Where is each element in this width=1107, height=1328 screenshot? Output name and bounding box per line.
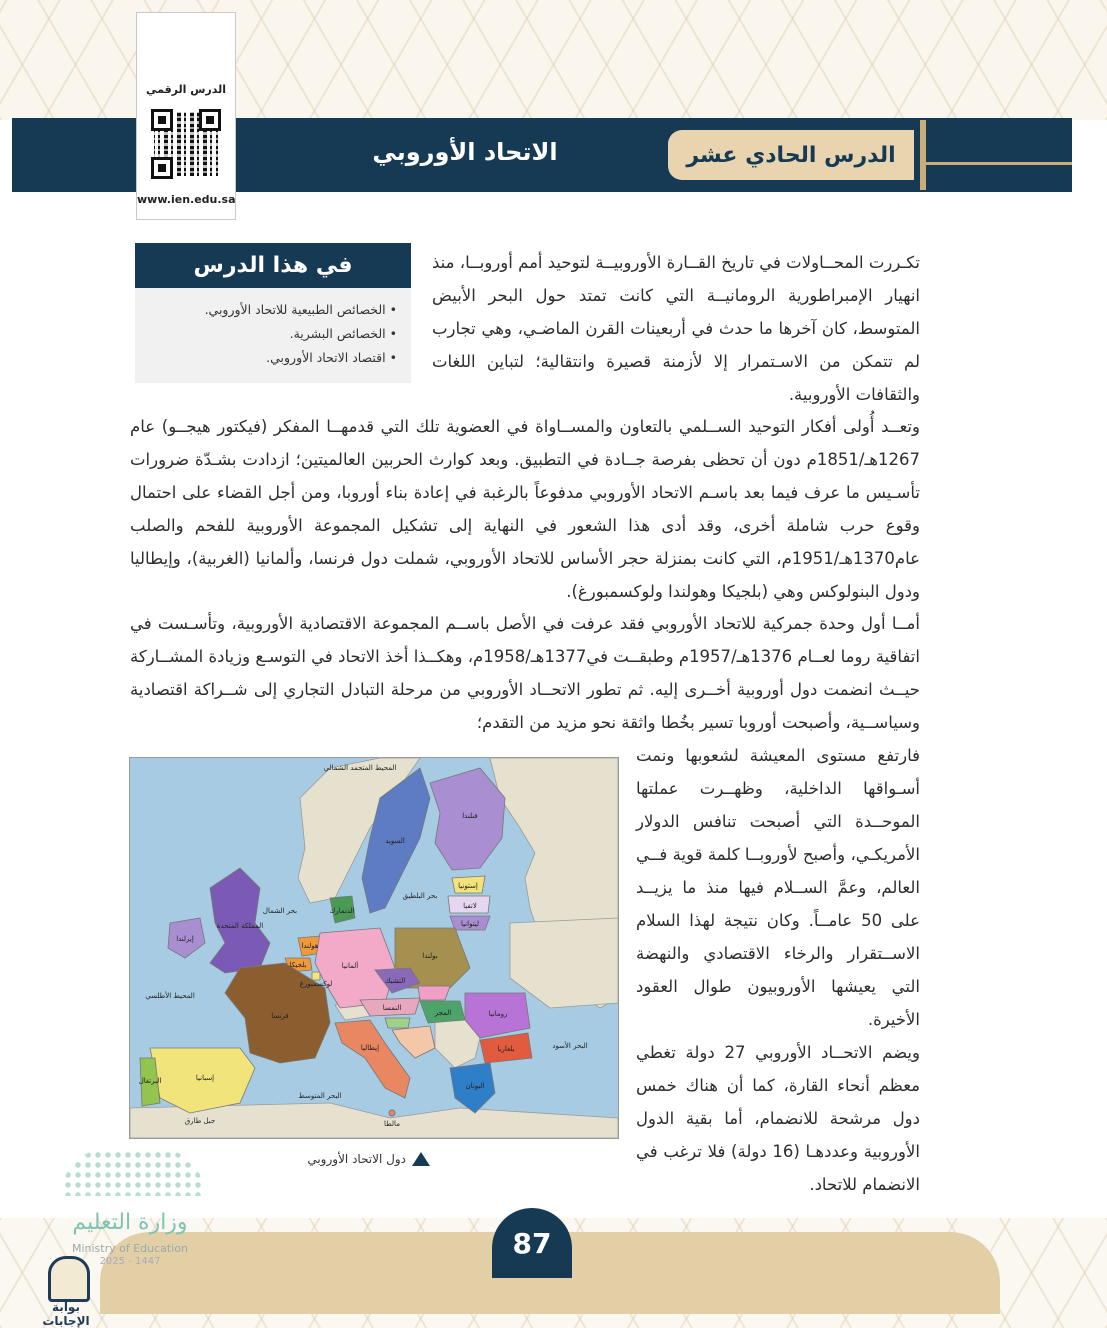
map-caption-text: دول الاتحاد الأوروبي bbox=[307, 1152, 406, 1166]
map-caption bbox=[280, 1152, 430, 1166]
map-label: إستونيا bbox=[458, 882, 478, 890]
digital-lesson-label: الدرس الرقمي bbox=[145, 83, 227, 96]
lesson-number: الدرس الحادي عشر bbox=[668, 130, 914, 180]
triangle-icon bbox=[412, 1152, 430, 1166]
map-label: فرنسا bbox=[271, 1012, 289, 1020]
list-item: • الخصائص البشرية. bbox=[143, 322, 397, 346]
map-label: فنلندا bbox=[462, 812, 478, 820]
digital-lesson-card[interactable] bbox=[136, 12, 236, 220]
paragraph-prosperity: فارتفع مستوى المعيشة لشعوبها ونمت أسـواقها الداخلية، وظهــرت عملتها الموحــدة التي أصبحت تنافس الدولار الأمريكـي، وأصبح لأوروبــا كلمة قوية فــي العالم، وعمَّ الســلام فيها منذ ما يزيــد على 50 عامــاً. وكان نتيجة لهذا السلام الاســتقرار والرخاء الاقتصادي والنهضة التي يعيشها الأوروبيون طوال العقود الأخيرة. bbox=[636, 746, 920, 1029]
eu-map bbox=[129, 757, 619, 1139]
map-label: إيطاليا bbox=[360, 1044, 380, 1052]
ministry-year: 2025 - 1447 bbox=[99, 1256, 161, 1267]
map-label: التشيك bbox=[384, 977, 406, 985]
in-this-lesson-list bbox=[143, 298, 397, 370]
paragraph-members: ويضم الاتحــاد الأوروبي 27 دولة تغطي معظم أنحاء القارة، كما أن هناك خمس دول مرشحة للانضمام، أما بقية الدول الأوروبية وعددهـا (16 دولة) فلا ترغب في الانضمام للاتحاد. bbox=[636, 1043, 920, 1194]
map-malta bbox=[389, 1110, 395, 1116]
map-label: المحيط الأطلسي bbox=[145, 992, 195, 1000]
page-number: 87 bbox=[492, 1208, 572, 1278]
portal-logo[interactable] bbox=[28, 1256, 104, 1328]
portal-dome-icon bbox=[48, 1256, 90, 1302]
map-label: رومانيا bbox=[488, 1010, 508, 1018]
digital-lesson-url[interactable]: www.ien.edu.sa bbox=[137, 193, 236, 206]
in-this-lesson-box bbox=[135, 243, 411, 383]
list-item: • الخصائص الطبيعية للاتحاد الأوروبي. bbox=[143, 298, 397, 322]
map-label: إسبانيا bbox=[195, 1074, 215, 1082]
map-label: بولندا bbox=[422, 952, 438, 960]
ministry-logo-icon bbox=[63, 1150, 203, 1196]
paragraph-customs-union: أمــا أول وحدة جمركية للاتحاد الأوروبي فقد عرفت في الأصل باســم المجموعة الاقتصادية الأوروبية، وتأسـست في اتفاقية روما لعــام 1376هـ/1957م وطبقــت في1377هـ/1958م، وهكــذا أخذ الاتحاد في التوسـع وزيادة المشــاركة حيــث انضمت دول أوروبية أخــرى إليه. ثم تطور الاتحــاد الأوروبي من مرحلة التبادل التجاري إلى شــراكة اقتصادية وسياســية، وأصبحت أوروبا تسير بخُطا واثقة نحو مزيد من التقدم؛ bbox=[130, 614, 920, 732]
list-item: • اقتصاد الاتحاد الأوروبي. bbox=[143, 346, 397, 370]
portal-name: بوابة الإجابات bbox=[42, 1300, 90, 1328]
paragraph-intro: تكـررت المحــاولات في تاريخ القــارة الأوروبيــة لتوحيد أمم أوروبــا، منذ انهيار الإمبراطورية الرومانيــة التي كانت تمتد حول البحر الأبيض المتوسط، كان آخرها ما حدث في أربعينات القرن الماضـي، وهي تجارب لم تتمكن من الاسـتمرار إلا لأزمنة قصيرة وانتقالية؛ لتباين اللغات والثقافات الأوروبية. bbox=[432, 253, 920, 404]
map-label: المملكة المتحدة bbox=[216, 922, 264, 930]
map-label: اليونان bbox=[465, 1082, 485, 1090]
ministry-logo bbox=[55, 1150, 205, 1270]
map-label: بلغاريا bbox=[497, 1045, 515, 1053]
in-this-lesson-title: في هذا الدرس bbox=[135, 243, 411, 288]
map-label: النمسا bbox=[382, 1004, 402, 1012]
map-label: ليتوانيا bbox=[460, 920, 480, 928]
map-label: المجر bbox=[434, 1009, 452, 1017]
map-label: البرتغال bbox=[138, 1077, 162, 1085]
map-label: الدنمارك bbox=[329, 907, 355, 915]
map-label: بحر البلطيق bbox=[402, 892, 438, 900]
map-label: ألمانيا bbox=[341, 962, 359, 970]
map-luxembourg bbox=[312, 972, 320, 980]
map-label: بحر الشمال bbox=[262, 907, 298, 915]
map-label: مالطا bbox=[384, 1120, 400, 1128]
ministry-name-en: Ministry of Education bbox=[71, 1242, 188, 1255]
map-label: السويد bbox=[385, 837, 405, 845]
map-label: هولندا bbox=[301, 942, 319, 950]
lesson-title: الاتحاد الأوروبي bbox=[372, 138, 558, 166]
map-label: جبل طارق bbox=[184, 1117, 216, 1125]
paragraph-history: وتعــد أُولى أفكار التوحيد الســلمي بالتعاون والمســاواة في العضوية تلك التي قدمهــا المفكر (فيكتور هيجــو) عام 1267هـ/1851م دون أن تحظى بفرصة جــادة في التطبيق. وبعد كوارث الحربين العالميتين؛ ازدادت بشـدّة ضرورات تأسـيس ما عرف فيما بعد باسـم الاتحاد الأوروبي مدفوعاً بالرغبة في إعادة بناء أوروبا، ومن أجل القضاء على احتمال وقوع حرب شاملة أخرى، وقد أدى هذا الشعور في النهاية إلى تشكيل المجموعة الأوروبية للفحم والصلب عام1370هـ/1951م، التي كانت بمنزلة حجر الأساس للاتحاد الأوروبي، شملت دول فرنسا، وألمانيا (الغربية)، وإيطاليا ودول البنولوكس وهي (بلجيكا وهولندا ولوكسمبورغ). bbox=[130, 417, 920, 601]
map-label: البحر الأسود bbox=[552, 1042, 588, 1050]
qr-code-icon[interactable] bbox=[151, 109, 221, 179]
map-label: بلجيكا bbox=[289, 961, 307, 969]
header-gold-line bbox=[922, 162, 1072, 165]
map-slovakia bbox=[418, 986, 450, 1000]
map-label: البحر المتوسط bbox=[298, 1092, 342, 1100]
map-label: لاتفيا bbox=[463, 902, 477, 910]
map-label: المحيط المتجمد الشمالي bbox=[323, 764, 397, 772]
map-label: إيرلندا bbox=[176, 935, 194, 943]
map-slovenia bbox=[385, 1018, 410, 1028]
ministry-name-ar: وزارة التعليم bbox=[72, 1210, 188, 1235]
map-label: لوكسمبورغ bbox=[299, 980, 333, 988]
